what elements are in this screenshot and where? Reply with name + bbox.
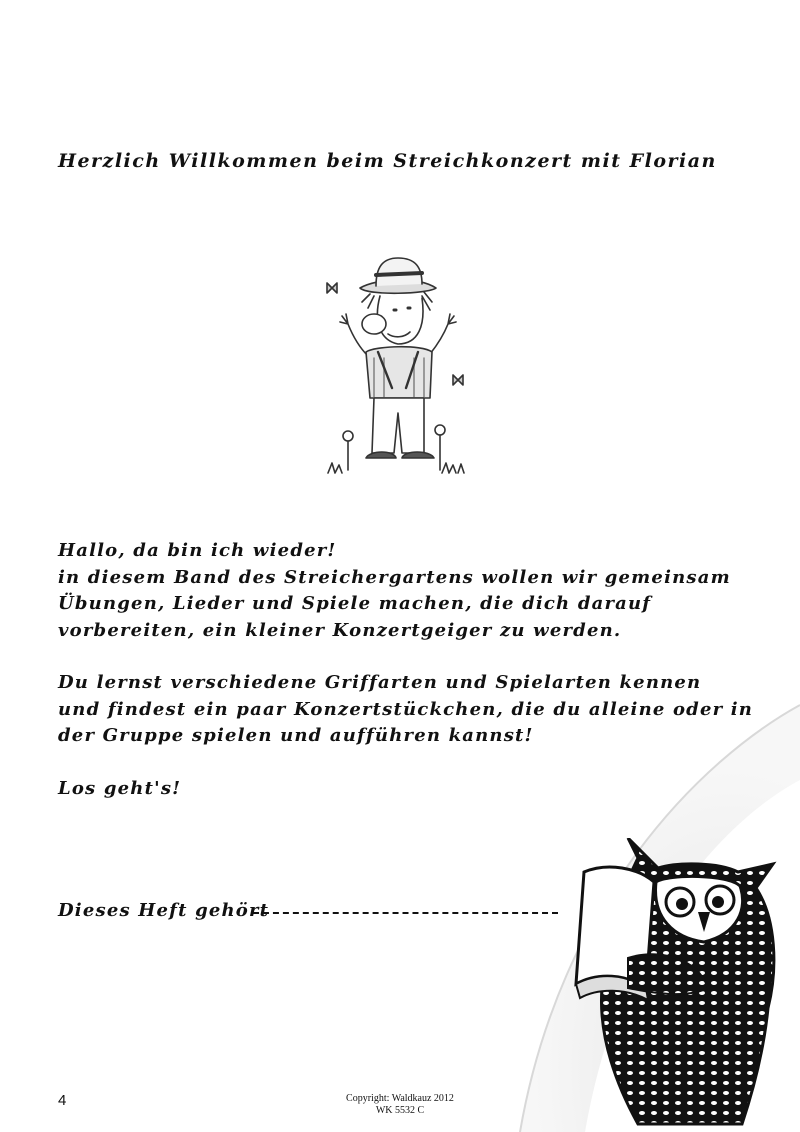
text-line: Du lernst verschiedene Griffarten und Spielarten kennen xyxy=(58,672,702,693)
text-line: und findest ein paar Konzertstückchen, die du alleine oder in xyxy=(58,698,754,720)
catalog-code: WK 5532 C xyxy=(375,1105,425,1116)
owl-illustration xyxy=(528,838,790,1128)
owner-label: Dieses Heft gehört xyxy=(58,900,270,921)
text-line: der Gruppe spielen und aufführen kannst! xyxy=(58,725,534,746)
text-line: vorbereiten, ein kleiner Konzertgeiger zu werden. xyxy=(58,619,622,641)
paragraph-greeting xyxy=(58,538,731,644)
paragraph-closing xyxy=(58,776,698,803)
text-line: Hallo, da bin ich wieder! xyxy=(58,540,337,561)
page-number: 4 xyxy=(58,1092,67,1109)
copyright-footer xyxy=(300,1093,500,1117)
owner-name-line xyxy=(253,912,558,914)
intro-text xyxy=(58,538,754,828)
page-heading: Herzlich Willkommen beim Streichkonzert mit Florian xyxy=(58,150,717,172)
florian-illustration xyxy=(318,248,468,478)
text-line: Los geht's! xyxy=(58,777,182,799)
text-line: in diesem Band des Streichergartens wollen wir gemeinsam xyxy=(58,566,731,588)
copyright-text: Copyright: Waldkauz 2012 xyxy=(346,1093,454,1104)
text-line: Übungen, Lieder und Spiele machen, die dich darauf xyxy=(58,593,652,614)
paragraph-content xyxy=(58,670,754,750)
